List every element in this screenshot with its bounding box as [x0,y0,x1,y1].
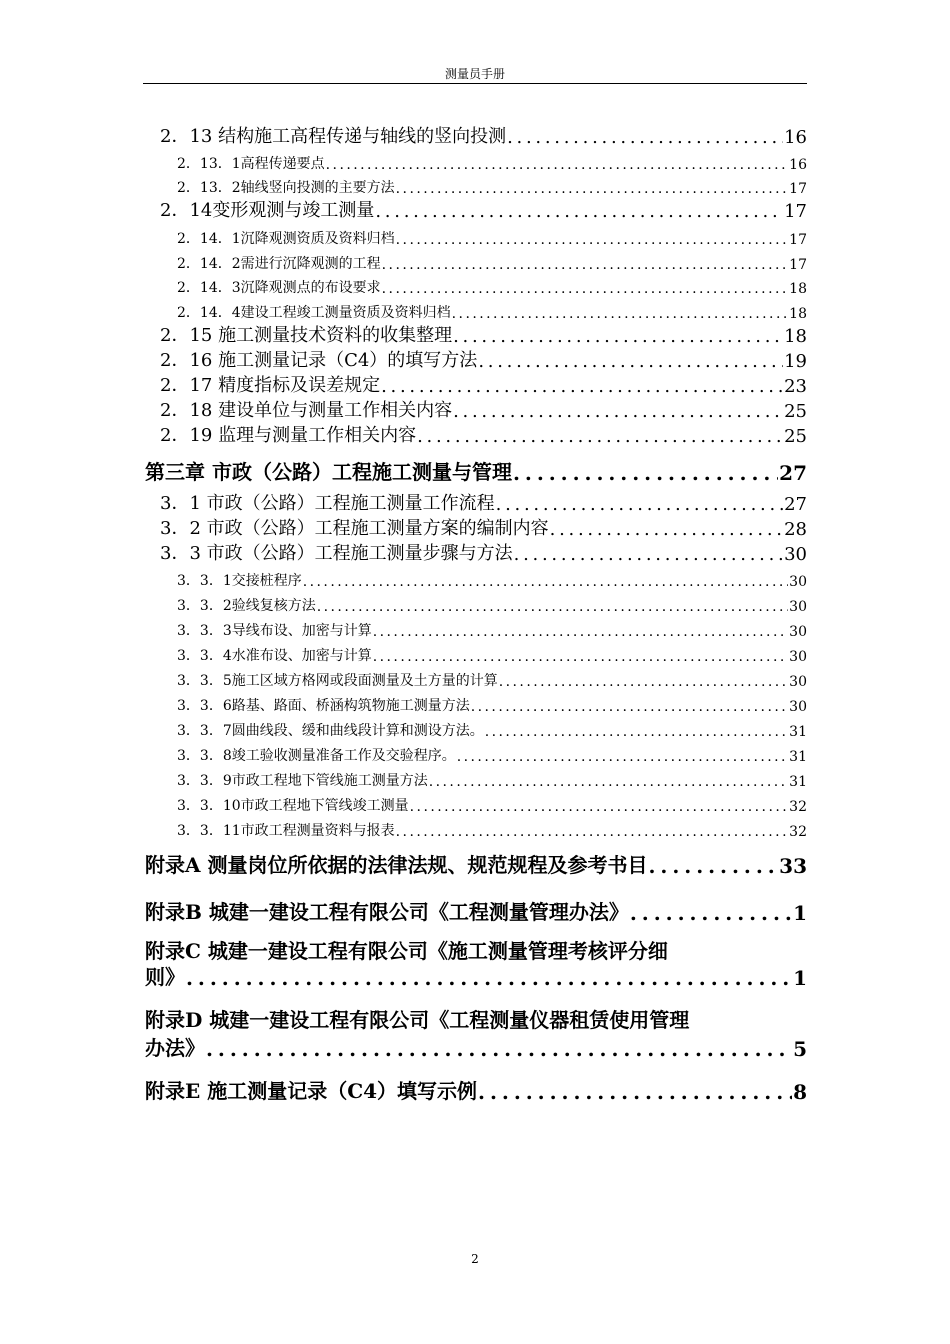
toc-entry[interactable] [177,816,807,840]
toc-leader-dots [457,749,788,765]
toc-entry-text: 2．13 结构施工高程传递与轴线的竖向投测 [160,126,507,147]
toc-leader-dots [303,574,788,590]
toc-entry-text: 3．3．9市政工程地下管线施工测量方法 [177,773,428,789]
toc-entry-page: 18 [789,281,807,297]
toc-entry[interactable] [177,716,807,740]
toc-entry-text: 2．15 施工测量技术资料的收集整理 [160,325,453,346]
toc-entry-text: 3．3．10市政工程地下管线竣工测量 [177,798,409,814]
toc-leader-dots [396,232,789,248]
toc-entry-text: 则》 [145,965,185,989]
toc-entry-text: 2．16 施工测量记录（C4）的填写方法 [160,350,478,371]
toc-leader-dots [453,401,783,422]
toc-leader-dots [429,774,788,790]
toc-entry-page: 30 [789,649,807,665]
toc-entry[interactable] [177,741,807,765]
toc-entry-text: 3．3．7圆曲线段、缓和曲线段计算和测设方法。 [177,723,484,739]
toc-entry-text: 3．3．3导线布设、加密与计算 [177,623,372,639]
toc-entry-page: 16 [784,127,807,148]
toc-entry-text: 2．14．1沉降观测资质及资料归档 [177,231,395,247]
toc-entry-page: 17 [789,232,807,248]
toc-entry-page: 30 [784,544,807,565]
toc-leader-dots [478,351,783,372]
toc-leader-dots [375,201,783,222]
header-rule [143,83,807,84]
toc-entry[interactable] [160,373,807,397]
toc-entry-text: 2．13．1高程传递要点 [177,156,325,172]
toc-entry-text: 3．3．5施工区域方格网或段面测量及土方量的计算 [177,673,498,689]
toc-leader-dots [630,901,792,925]
toc-entry[interactable] [160,124,807,148]
toc-entry[interactable] [160,398,807,422]
toc-entry-page: 17 [789,257,807,273]
page-number: 2 [471,1252,479,1266]
toc-entry[interactable] [177,173,807,197]
toc-leader-dots [382,281,789,297]
toc-entry[interactable] [177,641,807,665]
toc-entry-text: 2．14变形观测与竣工测量 [160,200,375,221]
toc-entry-appendix-d-line2[interactable] [145,1031,807,1061]
toc-entry-appendix-e[interactable] [145,1074,807,1104]
toc-leader-dots [485,724,788,740]
toc-entry-page: 31 [789,749,807,765]
toc-entry[interactable] [177,791,807,815]
toc-entry[interactable] [177,149,807,173]
toc-entry-page: 27 [784,494,807,515]
toc-leader-dots [396,824,789,840]
toc-entry-page: 31 [789,774,807,790]
toc-entry-text: 3．3．1交接桩程序 [177,573,302,589]
toc-entry[interactable] [160,423,807,447]
toc-entry-page: 23 [784,376,807,397]
toc-leader-dots [507,127,783,148]
toc-entry-text: 2．19 监理与测量工作相关内容 [160,425,417,446]
toc-entry-page: 25 [784,426,807,447]
toc-leader-dots [186,966,792,990]
toc-entry[interactable] [177,566,807,590]
toc-entry[interactable] [177,591,807,615]
toc-entry-text: 3．3．4水准布设、加密与计算 [177,648,372,664]
toc-entry-text: 3．3．11市政工程测量资料与报表 [177,823,395,839]
toc-entry-page: 16 [789,157,807,173]
toc-entry-text: 3．3 市政（公路）工程施工测量步骤与方法 [160,543,513,564]
toc-entry-page: 30 [789,624,807,640]
toc-leader-dots [206,1037,792,1061]
toc-leader-dots [550,519,783,540]
running-header: 测量员手册 [444,67,505,81]
toc-leader-dots [326,157,789,173]
toc-leader-dots [471,699,788,715]
toc-entry-page: 17 [789,181,807,197]
toc-entry[interactable] [177,691,807,715]
toc-entry-text: 3．2 市政（公路）工程施工测量方案的编制内容 [160,518,549,539]
toc-entry[interactable] [177,224,807,248]
toc-entry-text: 附录B 城建一建设工程有限公司《工程测量管理办法》 [145,900,629,924]
toc-entry-page: 33 [779,854,807,878]
toc-leader-dots [396,181,789,197]
toc-entry[interactable] [177,249,807,273]
toc-entry-page: 8 [793,1080,807,1104]
toc-entry-text: 办法》 [145,1036,205,1060]
toc-entry[interactable] [145,848,807,878]
toc-entry-appendix-c-line2[interactable] [145,960,807,990]
toc-entry-page: 19 [784,351,807,372]
toc-entry-page: 30 [789,599,807,615]
toc-entry-page: 30 [789,574,807,590]
toc-entry[interactable] [177,273,807,297]
toc-leader-dots [381,376,783,397]
toc-leader-dots [499,674,788,690]
toc-entry-appendix-c-line1[interactable]: 附录C 城建一建设工程有限公司《施工测量管理考核评分细 [145,939,668,963]
toc-entry[interactable] [177,616,807,640]
toc-leader-dots [410,799,789,815]
toc-entry-text: 2．17 精度指标及误差规定 [160,375,381,396]
toc-entry-page: 27 [779,461,807,485]
toc-leader-dots [514,544,783,565]
toc-entry[interactable] [145,895,807,925]
toc-entry-page: 1 [793,966,807,990]
toc-leader-dots [417,426,783,447]
toc-leader-dots [373,624,788,640]
toc-entry-page: 1 [793,901,807,925]
toc-entry[interactable] [177,666,807,690]
toc-entry-text: 第三章 市政（公路）工程施工测量与管理 [145,460,512,484]
toc-leader-dots [317,599,788,615]
toc-leader-dots [648,854,778,878]
toc-entry-text: 3．3．8竣工验收测量准备工作及交验程序。 [177,748,456,764]
toc-entry[interactable] [160,491,807,515]
toc-entry-page: 32 [789,824,807,840]
toc-leader-dots [382,257,789,273]
toc-entry[interactable] [177,766,807,790]
toc-entry-appendix-d-line1[interactable]: 附录D 城建一建设工程有限公司《工程测量仪器租赁使用管理 [145,1008,690,1032]
toc-entry[interactable] [160,541,807,565]
toc-entry-page: 18 [789,306,807,322]
toc-entry-page: 17 [784,201,807,222]
toc-entry-page: 30 [789,699,807,715]
toc-leader-dots [452,306,789,322]
toc-entry-text: 3．3．6路基、路面、桥涵构筑物施工测量方法 [177,698,470,714]
toc-entry-page: 32 [789,799,807,815]
toc-entry-text: 2．14．4建设工程竣工测量资质及资料归档 [177,305,451,321]
toc-leader-dots [478,1080,792,1104]
toc-entry-page: 5 [793,1037,807,1061]
toc-entry-text: 2．14．3沉降观测点的布设要求 [177,280,381,296]
toc-entry-text: 附录E 施工测量记录（C4）填写示例 [145,1079,478,1103]
toc-leader-dots [453,326,783,347]
toc-entry[interactable] [160,323,807,347]
toc-entry-page: 25 [784,401,807,422]
toc-entry-text: 2．14．2需进行沉降观测的工程 [177,256,381,272]
toc-leader-dots [513,461,778,485]
toc-entry-text: 2．13．2轴线竖向投测的主要方法 [177,180,395,196]
toc-entry[interactable] [160,348,807,372]
toc-entry-page: 30 [789,674,807,690]
toc-leader-dots [496,494,783,515]
toc-entry-text: 3．3．2验线复核方法 [177,598,316,614]
toc-leader-dots [373,649,788,665]
toc-entry-text: 附录A 测量岗位所依据的法律法规、规范规程及参考书目 [145,853,648,877]
toc-entry[interactable] [160,198,807,222]
toc-entry[interactable] [145,455,807,485]
toc-entry-text: 3．1 市政（公路）工程施工测量工作流程 [160,493,495,514]
toc-entry-page: 31 [789,724,807,740]
toc-entry[interactable] [177,298,807,322]
toc-entry-text: 2．18 建设单位与测量工作相关内容 [160,400,453,421]
toc-entry[interactable] [160,516,807,540]
toc-entry-page: 18 [784,326,807,347]
toc-entry-page: 28 [784,519,807,540]
